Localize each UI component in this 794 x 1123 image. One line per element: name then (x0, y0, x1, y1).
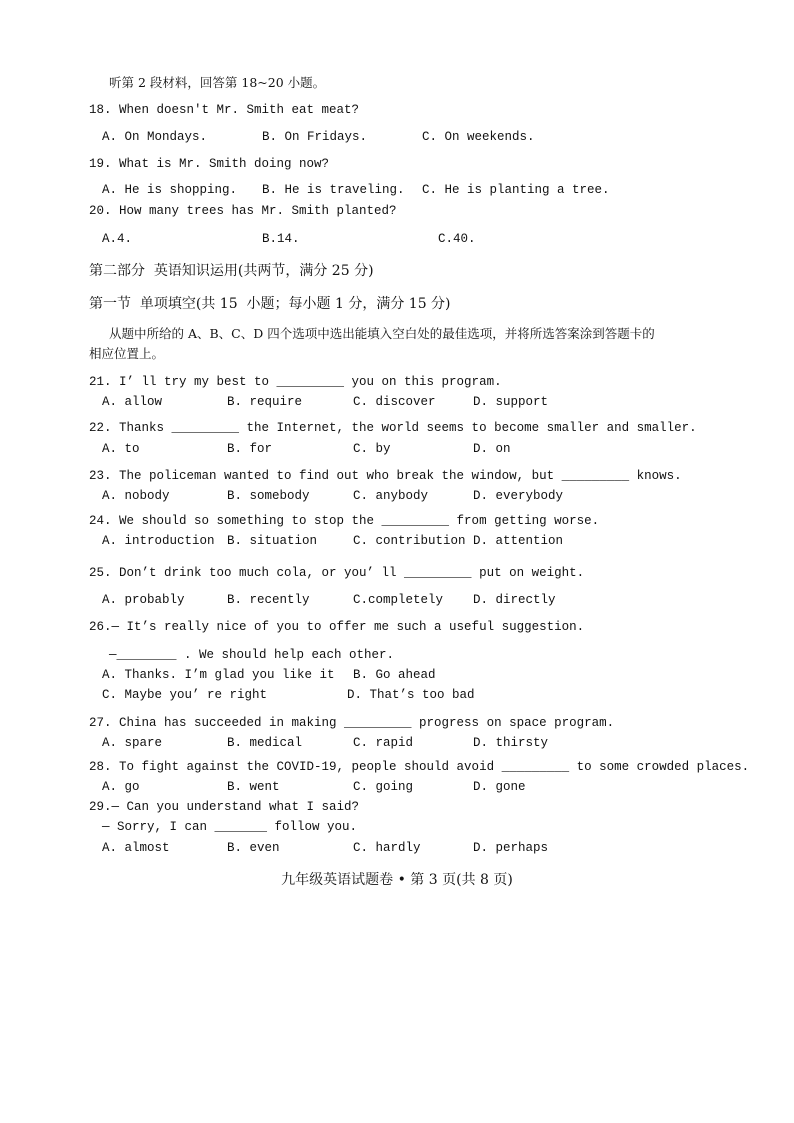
option-b: B. On Fridays. (262, 130, 368, 144)
option-a: A. probably (102, 593, 185, 607)
instructions-line: 从题中所给的 A、B、C、D 四个选项中选出能填入空白处的最佳选项，并将所选答案涂到答题卡的 (109, 326, 655, 341)
option-a: A. introduction (102, 534, 215, 548)
option-b: B. even (227, 841, 280, 855)
option-c: C. hardly (353, 841, 421, 855)
section-intro: 听第 2 段材料，回答第 18~20 小题。 (109, 75, 326, 90)
option-b: B. somebody (227, 489, 310, 503)
option-a: A. allow (102, 395, 163, 409)
option-a: A. nobody (102, 489, 170, 503)
option-b: B. for (227, 442, 273, 456)
option-a: A. spare (102, 736, 163, 750)
option-b: B. require (227, 395, 303, 409)
option-d: D. support (473, 395, 549, 409)
question-stem: 26.— It’s really nice of you to offer me such a useful suggestion. (89, 620, 585, 634)
question-stem: 28. To fight against the COVID-19, people should avoid _________ to some crowded places. (89, 760, 750, 774)
option-b: B. He is traveling. (262, 183, 405, 197)
option-d: D. everybody (473, 489, 564, 503)
option-b: B. situation (227, 534, 318, 548)
question-stem: 24. We should so something to stop the _________ from getting worse. (89, 514, 600, 528)
option-b: B. medical (227, 736, 303, 750)
option-b: B. recently (227, 593, 310, 607)
section-heading: 第一节 单项填空(共 15 小题；每小题 1 分，满分 15 分) (89, 296, 451, 312)
option-a: A.4. (102, 232, 133, 246)
option-c: C.40. (438, 232, 476, 246)
page-footer: 九年级英语试题卷 • 第 3 页(共 8 页) (281, 872, 513, 888)
question-reply: — Sorry, I can _______ follow you. (102, 820, 358, 834)
question-stem: 27. China has succeeded in making _________ progress on space program. (89, 716, 615, 730)
option-d: D. on (473, 442, 511, 456)
option-c: C.completely (353, 593, 444, 607)
option-a: A. go (102, 780, 140, 794)
option-d: D. attention (473, 534, 564, 548)
question-stem: 18. When doesn't Mr. Smith eat meat? (89, 103, 360, 117)
question-stem: 21. I’ ll try my best to _________ you on this program. (89, 375, 502, 389)
option-c: C. going (353, 780, 414, 794)
question-stem: 19. What is Mr. Smith doing now? (89, 157, 330, 171)
option-d: D. thirsty (473, 736, 549, 750)
instructions-line: 相应位置上。 (89, 346, 165, 361)
option-a: A. On Mondays. (102, 130, 208, 144)
option-c: C. He is planting a tree. (422, 183, 610, 197)
option-b: B. went (227, 780, 280, 794)
option-d: D. That’s too bad (347, 688, 475, 702)
option-c: C. Maybe you’ re right (102, 688, 268, 702)
question-stem: 20. How many trees has Mr. Smith planted? (89, 204, 397, 218)
option-d: D. perhaps (473, 841, 549, 855)
option-b: B. Go ahead (353, 668, 436, 682)
option-a: A. to (102, 442, 140, 456)
option-c: C. rapid (353, 736, 414, 750)
option-c: C. anybody (353, 489, 429, 503)
option-c: C. by (353, 442, 391, 456)
option-a: A. almost (102, 841, 170, 855)
part-heading: 第二部分 英语知识运用(共两节，满分 25 分) (89, 263, 374, 279)
option-a: A. Thanks. I’m glad you like it (102, 668, 335, 682)
question-stem: 23. The policeman wanted to find out who break the window, but _________ knows. (89, 469, 682, 483)
question-stem: 22. Thanks _________ the Internet, the world seems to become smaller and smaller. (89, 421, 697, 435)
question-stem: 29.— Can you understand what I said? (89, 800, 360, 814)
question-reply: —________ . We should help each other. (109, 648, 395, 662)
option-b: B.14. (262, 232, 300, 246)
option-a: A. He is shopping. (102, 183, 238, 197)
option-c: C. discover (353, 395, 436, 409)
question-stem: 25. Don’t drink too much cola, or you’ ll _________ put on weight. (89, 566, 585, 580)
option-c: C. On weekends. (422, 130, 535, 144)
option-d: D. gone (473, 780, 526, 794)
option-d: D. directly (473, 593, 556, 607)
option-c: C. contribution (353, 534, 466, 548)
